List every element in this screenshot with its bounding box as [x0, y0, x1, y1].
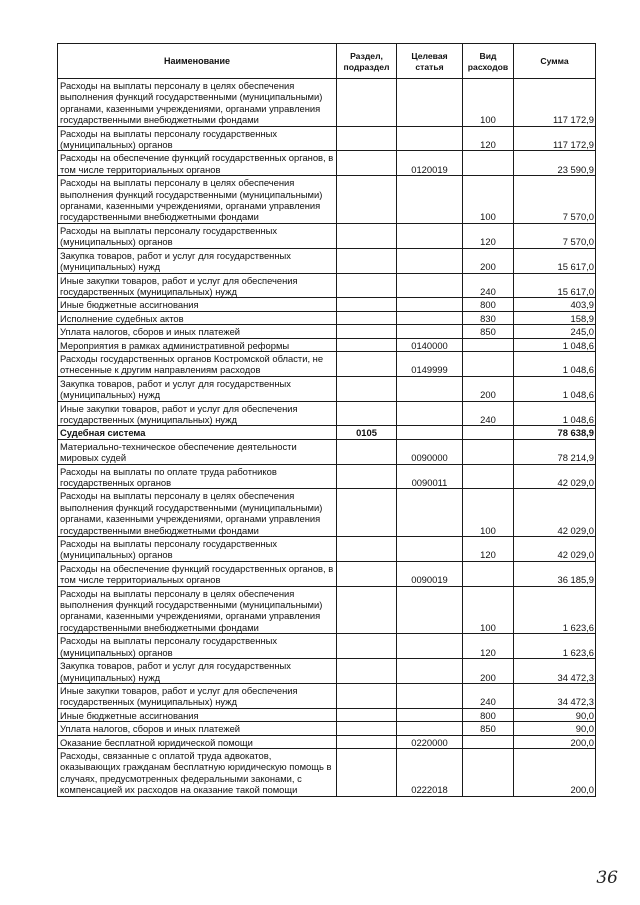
- cell-type: [463, 426, 514, 439]
- table-row: [58, 489, 596, 537]
- cell-section: [337, 298, 397, 311]
- cell-target: [397, 311, 463, 324]
- cell-section: [337, 311, 397, 324]
- cell-type: 830: [463, 311, 514, 324]
- cell-target: [397, 273, 463, 298]
- cell-name: Материально-техническое обеспечение деятельности мировых судей: [58, 439, 337, 464]
- cell-sum: 90,0: [514, 708, 596, 721]
- table-row: [58, 338, 596, 351]
- budget-table: [57, 43, 596, 797]
- cell-type: 240: [463, 401, 514, 426]
- page-number: 36: [596, 868, 618, 888]
- cell-sum: 36 185,9: [514, 561, 596, 586]
- cell-sum: 34 472,3: [514, 683, 596, 708]
- table-row: [58, 722, 596, 735]
- cell-sum: 245,0: [514, 325, 596, 338]
- cell-target: [397, 298, 463, 311]
- cell-sum: 23 590,9: [514, 151, 596, 176]
- cell-section: [337, 223, 397, 248]
- table-row: [58, 401, 596, 426]
- cell-target: 0090000: [397, 439, 463, 464]
- cell-target: [397, 126, 463, 151]
- cell-section: [337, 586, 397, 634]
- cell-type: 120: [463, 126, 514, 151]
- cell-target: 0090011: [397, 464, 463, 489]
- cell-type: [463, 464, 514, 489]
- cell-name: Мероприятия в рамках административной реформы: [58, 338, 337, 351]
- cell-name: Расходы на выплаты персоналу государственных (муниципальных) органов: [58, 223, 337, 248]
- cell-section: [337, 273, 397, 298]
- cell-name: Уплата налогов, сборов и иных платежей: [58, 325, 337, 338]
- cell-name: Расходы на выплаты персоналу государственных (муниципальных) органов: [58, 126, 337, 151]
- cell-target: 0222018: [397, 748, 463, 796]
- cell-sum: 7 570,0: [514, 176, 596, 224]
- cell-section: [337, 683, 397, 708]
- cell-section: [337, 176, 397, 224]
- cell-sum: 1 048,6: [514, 376, 596, 401]
- cell-target: [397, 634, 463, 659]
- table-row: [58, 223, 596, 248]
- cell-target: [397, 176, 463, 224]
- cell-section: [337, 338, 397, 351]
- cell-type: 120: [463, 223, 514, 248]
- cell-target: [397, 325, 463, 338]
- cell-target: [397, 223, 463, 248]
- table-body: [58, 79, 596, 797]
- cell-section: [337, 722, 397, 735]
- table-row: [58, 634, 596, 659]
- cell-section: [337, 248, 397, 273]
- cell-sum: 117 172,9: [514, 126, 596, 151]
- cell-sum: 42 029,0: [514, 489, 596, 537]
- table-row: [58, 325, 596, 338]
- cell-target: [397, 79, 463, 127]
- budget-table-container: [57, 43, 595, 797]
- cell-name: Закупка товаров, работ и услуг для государственных (муниципальных) нужд: [58, 376, 337, 401]
- cell-target: 0120019: [397, 151, 463, 176]
- table-header-row: [58, 44, 596, 79]
- cell-target: [397, 683, 463, 708]
- cell-section: 0105: [337, 426, 397, 439]
- cell-section: [337, 401, 397, 426]
- cell-target: 0090019: [397, 561, 463, 586]
- cell-type: 100: [463, 586, 514, 634]
- cell-name: Оказание бесплатной юридической помощи: [58, 735, 337, 748]
- cell-type: 850: [463, 722, 514, 735]
- cell-section: [337, 464, 397, 489]
- table-row: [58, 151, 596, 176]
- table-row: [58, 426, 596, 439]
- cell-name: Иные бюджетные ассигнования: [58, 298, 337, 311]
- cell-name: Расходы на выплаты персоналу государственных (муниципальных) органов: [58, 634, 337, 659]
- cell-name: Расходы на выплаты персоналу в целях обеспечения выполнения функций государственными (муниципальными) органами, казенными учреждениями, органами управления государственными внебюджетными фондами: [58, 489, 337, 537]
- cell-sum: 1 623,6: [514, 634, 596, 659]
- header-type: Вид расходов: [463, 44, 514, 79]
- cell-target: [397, 586, 463, 634]
- cell-section: [337, 537, 397, 562]
- table-row: [58, 176, 596, 224]
- cell-name: Расходы на выплаты персоналу в целях обеспечения выполнения функций государственными (муниципальными) органами, казенными учреждениями, органами управления государственными внебюджетными фондами: [58, 79, 337, 127]
- cell-type: 800: [463, 298, 514, 311]
- table-row: [58, 311, 596, 324]
- table-row: [58, 248, 596, 273]
- cell-type: 200: [463, 659, 514, 684]
- cell-name: Расходы на выплаты по оплате труда работников государственных органов: [58, 464, 337, 489]
- cell-sum: 1 623,6: [514, 586, 596, 634]
- table-row: [58, 659, 596, 684]
- cell-section: [337, 351, 397, 376]
- cell-target: 0140000: [397, 338, 463, 351]
- table-row: [58, 439, 596, 464]
- cell-target: [397, 376, 463, 401]
- cell-sum: 403,9: [514, 298, 596, 311]
- cell-section: [337, 79, 397, 127]
- cell-name: Расходы на выплаты персоналу в целях обеспечения выполнения функций государственными (муниципальными) органами, казенными учреждениями, органами управления государственными внебюджетными фондами: [58, 176, 337, 224]
- cell-type: 240: [463, 273, 514, 298]
- table-row: [58, 561, 596, 586]
- table-row: [58, 464, 596, 489]
- cell-sum: 15 617,0: [514, 248, 596, 273]
- cell-type: [463, 151, 514, 176]
- cell-target: [397, 659, 463, 684]
- cell-name: Расходы на выплаты персоналу государственных (муниципальных) органов: [58, 537, 337, 562]
- cell-name: Судебная система: [58, 426, 337, 439]
- cell-target: [397, 489, 463, 537]
- cell-type: [463, 748, 514, 796]
- cell-sum: 200,0: [514, 735, 596, 748]
- cell-target: [397, 722, 463, 735]
- cell-section: [337, 634, 397, 659]
- cell-name: Иные закупки товаров, работ и услуг для обеспечения государственных (муниципальных) нужд: [58, 401, 337, 426]
- cell-section: [337, 489, 397, 537]
- cell-section: [337, 151, 397, 176]
- cell-section: [337, 561, 397, 586]
- cell-name: Закупка товаров, работ и услуг для государственных (муниципальных) нужд: [58, 248, 337, 273]
- cell-name: Иные закупки товаров, работ и услуг для обеспечения государственных (муниципальных) нужд: [58, 273, 337, 298]
- table-row: [58, 683, 596, 708]
- table-row: [58, 586, 596, 634]
- cell-type: 100: [463, 79, 514, 127]
- cell-type: 100: [463, 176, 514, 224]
- table-row: [58, 273, 596, 298]
- cell-type: [463, 561, 514, 586]
- cell-type: [463, 735, 514, 748]
- cell-sum: 34 472,3: [514, 659, 596, 684]
- cell-name: Расходы на выплаты персоналу в целях обеспечения выполнения функций государственными (муниципальными) органами, казенными учреждениями, органами управления государственными внебюджетными фондами: [58, 586, 337, 634]
- table-row: [58, 537, 596, 562]
- cell-sum: 1 048,6: [514, 401, 596, 426]
- cell-type: [463, 351, 514, 376]
- cell-name: Закупка товаров, работ и услуг для государственных (муниципальных) нужд: [58, 659, 337, 684]
- cell-type: 200: [463, 376, 514, 401]
- cell-name: Иные закупки товаров, работ и услуг для обеспечения государственных (муниципальных) нужд: [58, 683, 337, 708]
- cell-target: [397, 426, 463, 439]
- cell-sum: 78 214,9: [514, 439, 596, 464]
- cell-section: [337, 659, 397, 684]
- cell-section: [337, 708, 397, 721]
- cell-section: [337, 376, 397, 401]
- cell-target: 0220000: [397, 735, 463, 748]
- cell-section: [337, 439, 397, 464]
- table-row: [58, 735, 596, 748]
- cell-sum: 42 029,0: [514, 537, 596, 562]
- cell-section: [337, 325, 397, 338]
- cell-section: [337, 126, 397, 151]
- cell-sum: 15 617,0: [514, 273, 596, 298]
- cell-target: 0149999: [397, 351, 463, 376]
- header-target: Целевая статья: [397, 44, 463, 79]
- cell-section: [337, 735, 397, 748]
- cell-name: Расходы на обеспечение функций государственных органов, в том числе территориальных органов: [58, 561, 337, 586]
- cell-sum: 7 570,0: [514, 223, 596, 248]
- table-row: [58, 126, 596, 151]
- cell-type: [463, 338, 514, 351]
- cell-sum: 42 029,0: [514, 464, 596, 489]
- cell-sum: 200,0: [514, 748, 596, 796]
- cell-name: Уплата налогов, сборов и иных платежей: [58, 722, 337, 735]
- cell-sum: 158,9: [514, 311, 596, 324]
- cell-name: Расходы государственных органов Костромской области, не отнесенные к другим направлениям расходов: [58, 351, 337, 376]
- cell-type: 120: [463, 634, 514, 659]
- cell-name: Исполнение судебных актов: [58, 311, 337, 324]
- cell-name: Иные бюджетные ассигнования: [58, 708, 337, 721]
- table-row: [58, 376, 596, 401]
- cell-sum: 90,0: [514, 722, 596, 735]
- cell-target: [397, 401, 463, 426]
- table-row: [58, 351, 596, 376]
- cell-name: Расходы, связанные с оплатой труда адвокатов, оказывающих гражданам бесплатную юридическую помощь в случаях, предусмотренных федеральными законами, с компенсацией их расходов на оказание такой помощи: [58, 748, 337, 796]
- cell-sum: 1 048,6: [514, 351, 596, 376]
- cell-name: Расходы на обеспечение функций государственных органов, в том числе территориальных органов: [58, 151, 337, 176]
- table-row: [58, 748, 596, 796]
- cell-sum: 78 638,9: [514, 426, 596, 439]
- cell-type: 100: [463, 489, 514, 537]
- cell-type: 200: [463, 248, 514, 273]
- cell-type: [463, 439, 514, 464]
- cell-target: [397, 537, 463, 562]
- header-section: Раздел, подраздел: [337, 44, 397, 79]
- header-sum: Сумма: [514, 44, 596, 79]
- table-row: [58, 298, 596, 311]
- cell-sum: 117 172,9: [514, 79, 596, 127]
- cell-type: 800: [463, 708, 514, 721]
- cell-section: [337, 748, 397, 796]
- cell-sum: 1 048,6: [514, 338, 596, 351]
- cell-type: 240: [463, 683, 514, 708]
- cell-type: 120: [463, 537, 514, 562]
- header-name: Наименование: [58, 44, 337, 79]
- table-row: [58, 708, 596, 721]
- cell-target: [397, 708, 463, 721]
- table-row: [58, 79, 596, 127]
- cell-type: 850: [463, 325, 514, 338]
- cell-target: [397, 248, 463, 273]
